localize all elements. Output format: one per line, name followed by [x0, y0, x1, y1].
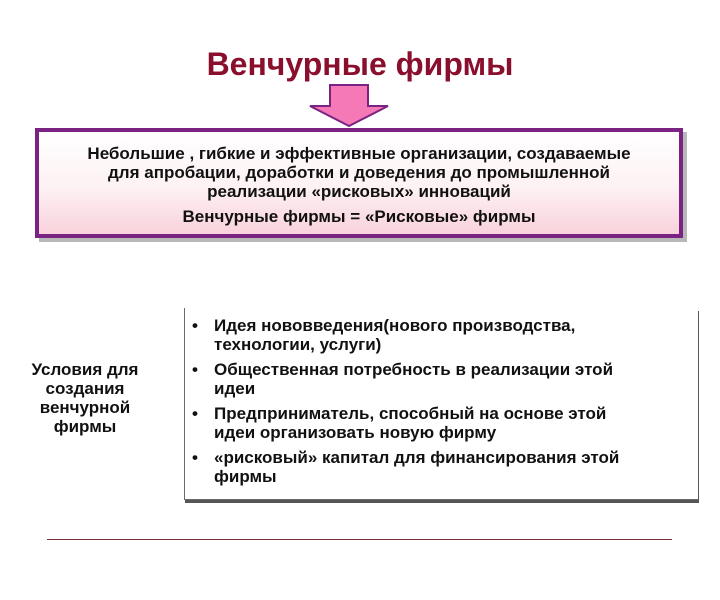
- conditions-list: [185, 308, 698, 486]
- definition-line: Небольшие , гибкие и эффективные организации, создаваемые: [87, 144, 631, 163]
- bullet-icon: •: [192, 404, 198, 423]
- list-item-text: фирмы: [214, 467, 277, 486]
- equals-sign: =: [350, 207, 361, 226]
- list-item-text: технологии, услуги): [214, 335, 382, 354]
- bullet-icon: •: [192, 316, 198, 335]
- list-item: [185, 360, 698, 398]
- conditions-label-line: фирмы: [53, 417, 117, 436]
- definition-box: [35, 128, 683, 238]
- list-item-text: идеи: [214, 379, 256, 398]
- bullet-icon: •: [192, 360, 198, 379]
- conditions-label-line: создания: [45, 379, 125, 398]
- list-item-text: Общественная потребность в реализации этой: [214, 360, 614, 379]
- equation-left: Венчурные фирмы: [182, 207, 346, 226]
- list-item-text: идеи организовать новую фирму: [214, 423, 497, 442]
- down-arrow-icon: [306, 84, 390, 128]
- definition-equation: [39, 207, 679, 226]
- conditions-label: [15, 360, 155, 436]
- bullet-icon: •: [192, 448, 198, 467]
- equation-right: «Рисковые» фирмы: [364, 207, 536, 226]
- conditions-list-box: [184, 308, 698, 500]
- conditions-label-line: венчурной: [39, 398, 131, 417]
- definition-line: реализации «рисковых» инноваций: [207, 182, 511, 201]
- list-item-text: Идея нововведения(нового производства,: [214, 316, 576, 335]
- slide-title: Венчурные фирмы: [206, 46, 514, 82]
- list-item: [185, 404, 698, 442]
- definition-line: для апробации, доработки и доведения до промышленной: [108, 163, 610, 182]
- list-item-text: «рисковый» капитал для финансирования этой: [214, 448, 620, 467]
- list-item: [185, 316, 698, 354]
- list-item-text: Предприниматель, способный на основе этой: [214, 404, 607, 423]
- conditions-label-line: Условия для: [31, 360, 139, 379]
- bottom-divider: [47, 539, 672, 540]
- list-item: [185, 448, 698, 486]
